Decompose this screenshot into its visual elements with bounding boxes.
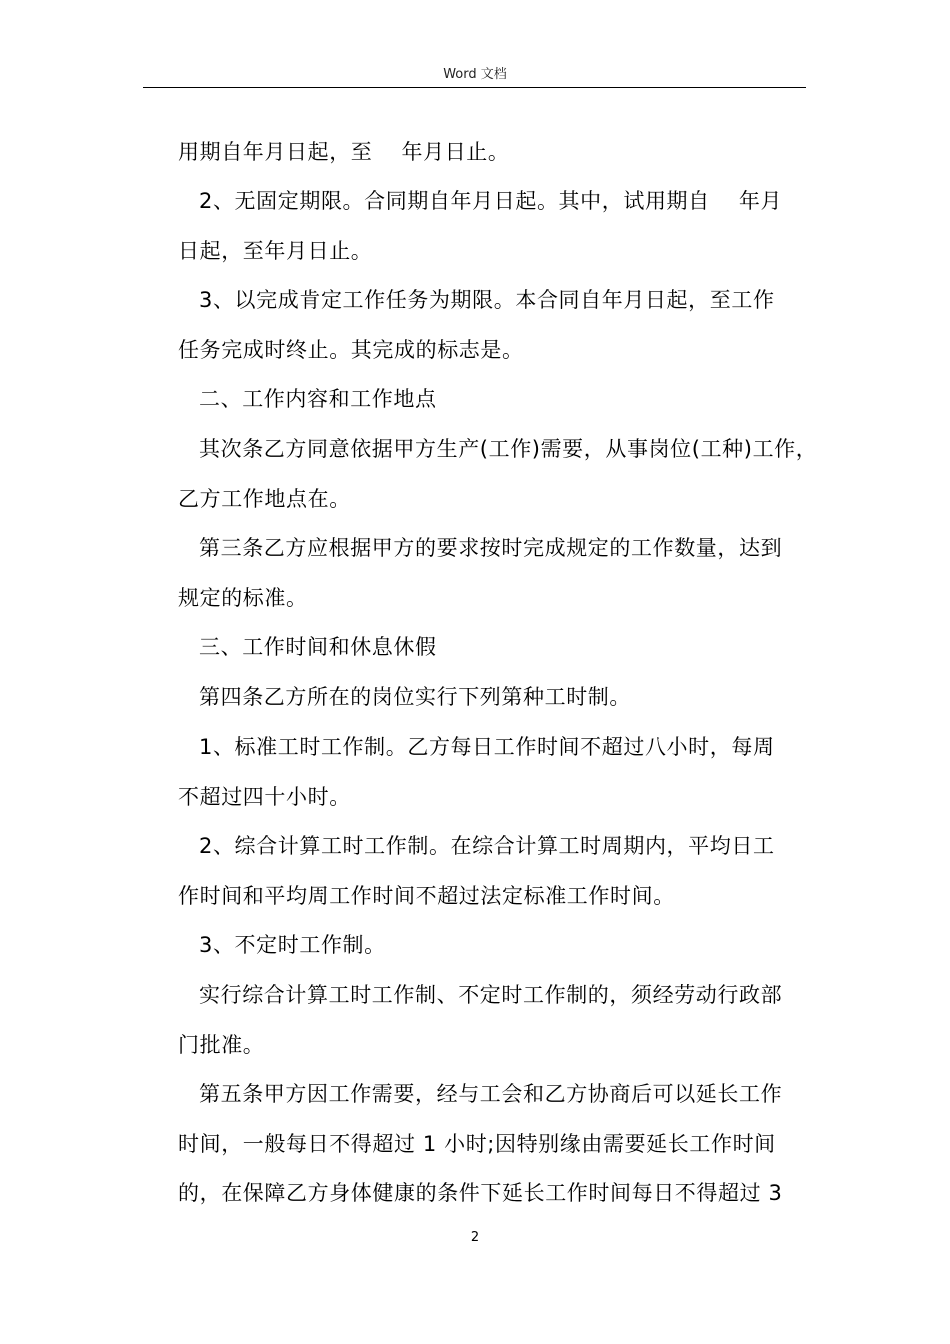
text-line: 3、不定时工作制。: [199, 933, 386, 957]
text-line: 乙方工作地点在。: [178, 487, 351, 511]
text-line: 2、综合计算工时工作制。在综合计算工时周期内，平均日工: [199, 834, 775, 858]
text-line: 作时间和平均周工作时间不超过法定标准工作时间。: [178, 884, 675, 908]
text-line: 门批准。: [178, 1033, 265, 1057]
text-line: 的，在保障乙方身体健康的条件下延长工作时间每日不得超过 3: [178, 1181, 783, 1205]
text-line: 任务完成时终止。其完成的标志是。: [178, 338, 524, 362]
text-line: 规定的标准。: [178, 586, 308, 610]
text-line: 时间，一般每日不得超过 1 小时;因特别缘由需要延长工作时间: [178, 1132, 776, 1156]
text-line: 1、标准工时工作制。乙方每日工作时间不超过八小时，每周: [199, 735, 775, 759]
text-line: 2、无固定期限。合同期自年月日起。其中，试用期自 年月: [199, 189, 783, 213]
text-line: 第三条乙方应根据甲方的要求按时完成规定的工作数量，达到: [199, 536, 783, 560]
text-line: 日起，至年月日止。: [178, 239, 373, 263]
text-line: 不超过四十小时。: [178, 785, 351, 809]
text-line: 实行综合计算工时工作制、不定时工作制的，须经劳动行政部: [199, 983, 783, 1007]
text-line: 用期自年月日起，至 年月日止。: [178, 140, 510, 164]
text-line: 第四条乙方所在的岗位实行下列第种工时制。: [199, 685, 631, 709]
text-line: 第五条甲方因工作需要，经与工会和乙方协商后可以延长工作: [199, 1082, 783, 1106]
page-header: Word 文档: [443, 67, 507, 82]
page-number: 2: [470, 1230, 480, 1245]
text-line: 其次条乙方同意依据甲方生产(工作)需要，从事岗位(工种)工作，: [199, 437, 818, 461]
section-heading: 二、工作内容和工作地点: [199, 387, 437, 411]
text-line: 3、以完成肯定工作任务为期限。本合同自年月日起，至工作: [199, 288, 775, 312]
section-heading: 三、工作时间和休息休假: [199, 635, 437, 659]
